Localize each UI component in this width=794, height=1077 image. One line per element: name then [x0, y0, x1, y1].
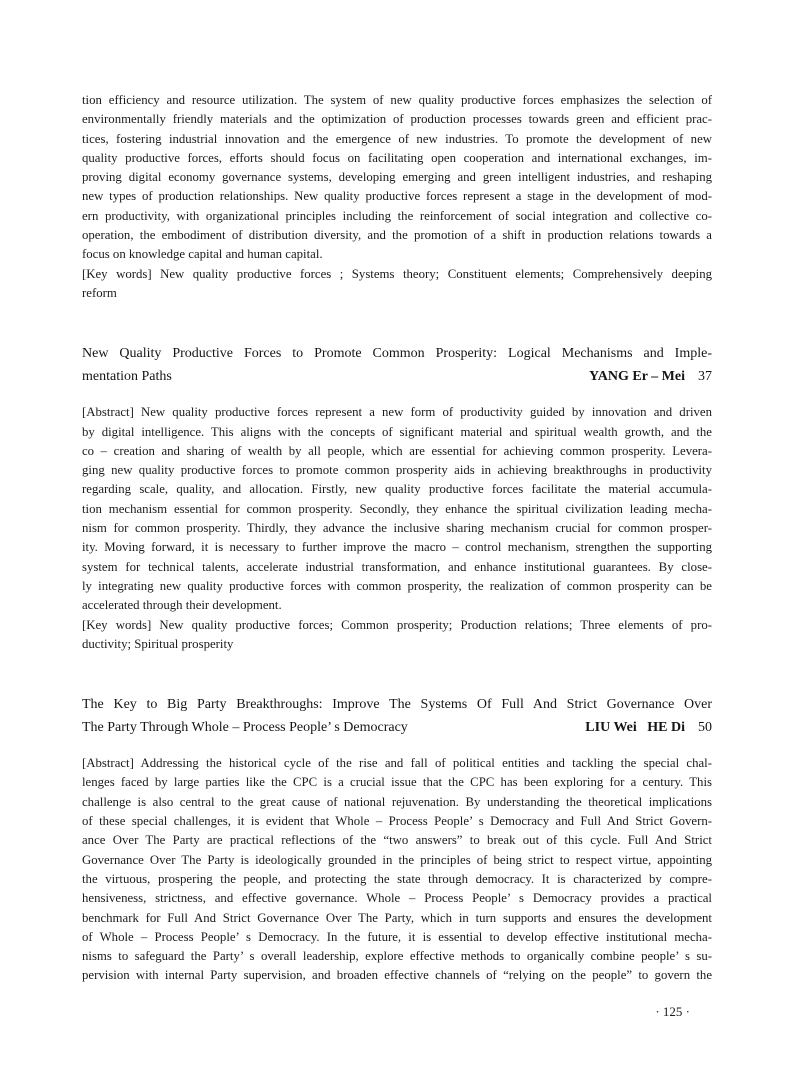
text-line: hensiveness, strictness, and effective governance. Whole – Process People’ s Democracy provides a practical [82, 891, 712, 906]
text-line: ductivity; Spiritual prosperity [82, 636, 234, 651]
text-line: nism for common prosperity. Thirdly, they advance the inclusive sharing mechanism crucial for common prosper- [82, 521, 712, 536]
text-line: ance Over The Party are practical reflections of the “two answers” to break out of this cycle. Full And Strict [82, 833, 712, 848]
article-title-line: The Party Through Whole – Process People’ s Democracy [82, 720, 408, 736]
text-line: quality productive forces, efforts should focus on facilitating open cooperation and international exchanges, im- [82, 150, 712, 165]
text-line: co – creation and sharing of wealth by all people, which are essential for achieving common prosperity. Levera- [82, 443, 712, 458]
text-line: tion mechanism essential for common prosperity. Secondly, they enhance the spiritual civilization leading mecha- [82, 501, 712, 516]
text-line: focus on knowledge capital and human capital. [82, 247, 323, 262]
article-title-line: New Quality Productive Forces to Promote Common Prosperity: Logical Mechanisms and Imple- [82, 346, 712, 362]
article-title-line: mentation Paths [82, 369, 172, 385]
text-column [82, 91, 712, 986]
article-title-third [82, 693, 712, 739]
article-authors: YANG Er – Mei [588, 369, 685, 385]
text-line: operation, the embodiment of distribution diversity, and the promotion of a shift in production relations towards a [82, 228, 712, 243]
text-line: of these special challenges, it is evident that Whole – Process People’ s Democracy and Full And Strict Govern- [82, 814, 712, 829]
text-line: lenges faced by large parties like the CPC is a crucial issue that the CPC has been exploring for a century. This [82, 775, 712, 790]
text-line: proving digital economy governance systems, developing emerging and green intelligent industries, and reshaping [82, 170, 712, 185]
text-line: Governance Over The Party is ideologically grounded in the principles of being strict to respect virtue, appointing [82, 852, 712, 867]
abstract-continuation-paragraph [82, 91, 712, 265]
text-line: system for technical talents, accelerate industrial transformation, and enhance institutional guarantees. By close- [82, 559, 712, 574]
text-line: challenge is also central to the great cause of national rejuvenation. By understanding the theoretical implications [82, 794, 712, 809]
text-line: ly integrating new quality productive forces with common prosperity, the realization of common prosperity can be [82, 578, 712, 593]
text-line: by digital intelligence. This aligns with the concepts of significant material and spiritual wealth growth, and the [82, 424, 712, 439]
text-line: ern productivity, with organizational principles including the reinforcement of social integration and collective co- [82, 208, 712, 223]
text-line: the virtuous, prospering the people, and protecting the state through democracy. It is characterized by compre- [82, 871, 712, 886]
text-line: new types of production relationships. New quality productive forces represent a stage in the development of mod- [82, 189, 712, 204]
text-line: tion efficiency and resource utilization. The system of new quality productive forces emphasizes the selection of [82, 93, 712, 107]
text-line: accelerated through their development. [82, 598, 282, 613]
text-line: [Abstract] New quality productive forces represent a new form of productivity guided by innovation and driven [82, 405, 712, 420]
text-line: [Key words] New quality productive forces; Common prosperity; Production relations; Three elements of pro- [82, 617, 712, 632]
article-title-author-row [82, 716, 712, 739]
article-title-second [82, 342, 712, 388]
article-start-page: 50 [698, 720, 712, 736]
text-line: ging new quality productive forces to promote common prosperity aids in achieving breakthroughs in productivity [82, 463, 712, 478]
page-number: · 125 · [655, 1004, 690, 1019]
article-authors: LIU Wei HE Di [585, 720, 685, 736]
text-line: environmentally friendly materials and the optimization of production processes towards green and efficient prac- [82, 112, 712, 127]
text-line: reform [82, 285, 117, 300]
text-line: benchmark for Full And Strict Governance Over The Party, which in turn supports and ensures the development [82, 910, 712, 925]
text-line: nisms to safeguard the Party’ s overall leadership, explore effective methods to organically combine people’ s su- [82, 949, 712, 964]
abstract-third-article [82, 754, 712, 986]
article-start-page: 37 [698, 369, 712, 385]
text-line: [Abstract] Addressing the historical cycle of the rise and fall of political entities and tackling the special chal- [82, 756, 712, 771]
text-line: pervision with internal Party supervision, and broaden effective channels of “relying on the people” to govern the [82, 968, 712, 983]
text-line: ity. Moving forward, it is necessary to further improve the macro – control mechanism, strengthen the supporting [82, 540, 712, 555]
article-title-line: The Key to Big Party Breakthroughs: Improve The Systems Of Full And Strict Governance Over [82, 697, 712, 713]
article-title-author-row [82, 365, 712, 388]
text-line: of Whole – Process People’ s Democracy. In the future, it is essential to develop effective institutional mecha- [82, 929, 712, 944]
text-line: tices, fostering industrial innovation and the emergence of new industries. To promote the development of new [82, 131, 712, 146]
keywords-second-article [82, 616, 712, 655]
keywords-first-article [82, 265, 712, 304]
text-line: regarding scale, quality, and allocation. Firstly, new quality productive forces facilitate the material accumula- [82, 482, 712, 497]
abstract-second-article [82, 403, 712, 615]
text-line: [Key words] New quality productive forces ; Systems theory; Constituent elements; Comprehensively deeping [82, 266, 712, 281]
